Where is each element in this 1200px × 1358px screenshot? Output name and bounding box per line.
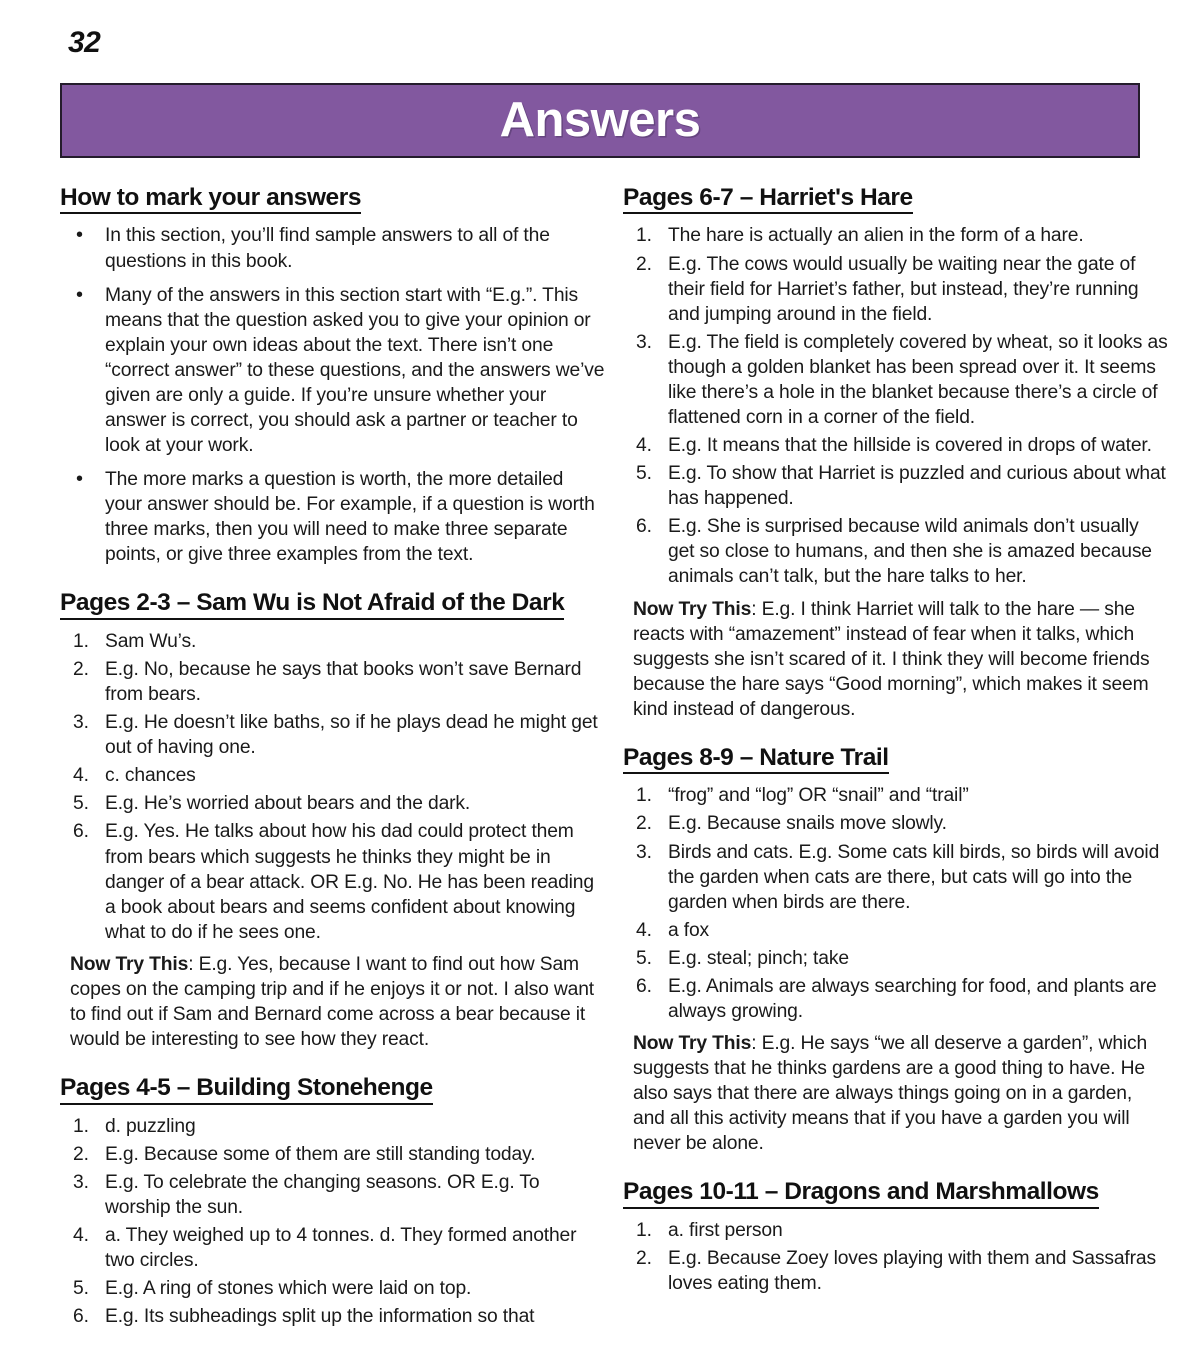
nature-trail-heading: Pages 8-9 – Nature Trail [623, 744, 889, 774]
harriets-hare-now-try-this [623, 597, 1168, 722]
now-try-this-body: : E.g. He says “we all deserve a garden”, which suggests that he thinks gardens are a good thing to have. He also says that there are always things going on in a garden, and all this activity means that if you have a garden you will never be alone. [633, 1033, 1148, 1155]
list-item: • In this section, you’ll find sample answers to all of the questions in this book. [60, 223, 605, 273]
how-to-mark-heading: How to mark your answers [60, 184, 361, 214]
right-column [623, 184, 1168, 1358]
sam-wu-heading-wrap [60, 589, 605, 619]
list-item: E.g. He’s worried about bears and the dark. [105, 793, 471, 815]
stonehenge-heading-wrap [60, 1074, 605, 1104]
sam-wu-answer-list [60, 629, 605, 945]
nature-trail-heading-wrap [623, 744, 1168, 774]
nature-trail-now-try-this [623, 1031, 1168, 1156]
list-item: E.g. The field is completely covered by wheat, so it looks as though a golden blanket has been spread over it. It seems like there’s a hole in the blanket because there’s a circle of flattened corn in a corner of the field. [668, 331, 1168, 428]
list-item: Sam Wu’s. [105, 630, 197, 652]
now-try-this-label: Now Try This [70, 953, 189, 975]
list-item: c. chances [105, 765, 196, 787]
list-item: E.g. It means that the hillside is covered in drops of water. [668, 435, 1152, 457]
list-item: E.g. steal; pinch; take [668, 947, 849, 969]
list-item: E.g. Because snails move slowly. [668, 813, 947, 835]
list-item: E.g. He doesn’t like baths, so if he plays dead he might get out of having one. [105, 712, 598, 759]
how-to-mark-heading-wrap [60, 184, 605, 214]
list-item: E.g. Because some of them are still standing today. [105, 1143, 536, 1165]
dragons-heading-wrap [623, 1178, 1168, 1208]
list-item: • Many of the answers in this section start with “E.g.”. This means that the question asked you to give your opinion or explain your own ideas about the text. There isn’t one “correct answer” to these questions, and the answers we’ve given are only a guide. If you’re unsure whether your answer is correct, you should ask a partner or teacher to look at your work. [60, 283, 605, 459]
now-try-this-body: : E.g. Yes, because I want to find out how Sam copes on the camping trip and if he enjoys it or not. I also want to find out if Sam and Bernard come across a bear because it would be interesting to see how they react. [70, 953, 595, 1051]
harriets-hare-heading: Pages 6-7 – Harriet's Hare [623, 184, 913, 214]
list-item: • The more marks a question is worth, the more detailed your answer should be. For example, if a question is worth three marks, then you will need to make three separate points, or give three examples from the text. [60, 467, 605, 567]
list-item: E.g. To celebrate the changing seasons. OR E.g. To worship the sun. [105, 1171, 540, 1218]
now-try-this-body: : E.g. I think Harriet will talk to the hare — she reacts with “amazement” instead of fear when it talks, which suggests she isn’t scared of it. I think they will become friends because the hare says “Good morning”, which makes it seem kind instead of dangerous. [633, 598, 1150, 720]
stonehenge-heading: Pages 4-5 – Building Stonehenge [60, 1074, 433, 1104]
banner-title: Answers [499, 93, 701, 147]
sam-wu-now-try-this [60, 952, 605, 1052]
answers-banner [60, 83, 1140, 158]
list-item: E.g. To show that Harriet is puzzled and curious about what has happened. [668, 463, 1166, 510]
nature-trail-answer-list [623, 783, 1168, 1024]
list-item: E.g. Animals are always searching for food, and plants are always growing. [668, 975, 1157, 1022]
harriets-hare-answer-list [623, 223, 1168, 589]
sam-wu-heading: Pages 2-3 – Sam Wu is Not Afraid of the Dark [60, 589, 564, 619]
list-item: a fox [668, 919, 710, 941]
list-item: E.g. Its subheadings split up the information so that [105, 1306, 535, 1328]
now-try-this-label: Now Try This [633, 1033, 752, 1055]
dragons-heading: Pages 10-11 – Dragons and Marshmallows [623, 1178, 1099, 1208]
list-item: d. puzzling [105, 1115, 196, 1137]
list-item: E.g. Because Zoey loves playing with them and Sassafras loves eating them. [668, 1247, 1156, 1295]
how-to-mark-bullet-list [60, 223, 605, 567]
list-item: E.g. Yes. He talks about how his dad could protect them from bears which suggests he thinks they might be in danger of a bear attack. OR E.g. No. He has been reading a book about bears and seems confident about knowing what to do if he sees one. [105, 821, 594, 943]
harriets-hare-heading-wrap [623, 184, 1168, 214]
list-item: E.g. The cows would usually be waiting near the gate of their field for Harriet’s father, but instead, they’re running and jumping around in the field. [668, 253, 1139, 325]
two-column-body [0, 184, 1200, 1358]
page-number: 32 [68, 26, 101, 59]
list-item: E.g. No, because he says that books won’t save Bernard from bears. [105, 658, 582, 706]
list-item: Birds and cats. E.g. Some cats kill birds, so birds will avoid the garden when cats are there, but cats will go into the garden when birds are there. [668, 841, 1160, 913]
dragons-answer-list [623, 1218, 1168, 1296]
list-item: a. first person [668, 1219, 783, 1241]
list-item: a. They weighed up to 4 tonnes. d. They formed another two circles. [105, 1224, 577, 1271]
list-item: E.g. She is surprised because wild animals don’t usually get so close to humans, and then she is amazed because animals can’t talk, but the hare talks to her. [668, 516, 1152, 588]
now-try-this-label: Now Try This [633, 598, 752, 620]
list-item: “frog” and “log” OR “snail” and “trail” [668, 785, 969, 807]
stonehenge-answer-list [60, 1114, 605, 1330]
left-column [60, 184, 605, 1358]
list-item: E.g. A ring of stones which were laid on top. [105, 1278, 472, 1300]
list-item: The hare is actually an alien in the form of a hare. [668, 225, 1084, 247]
